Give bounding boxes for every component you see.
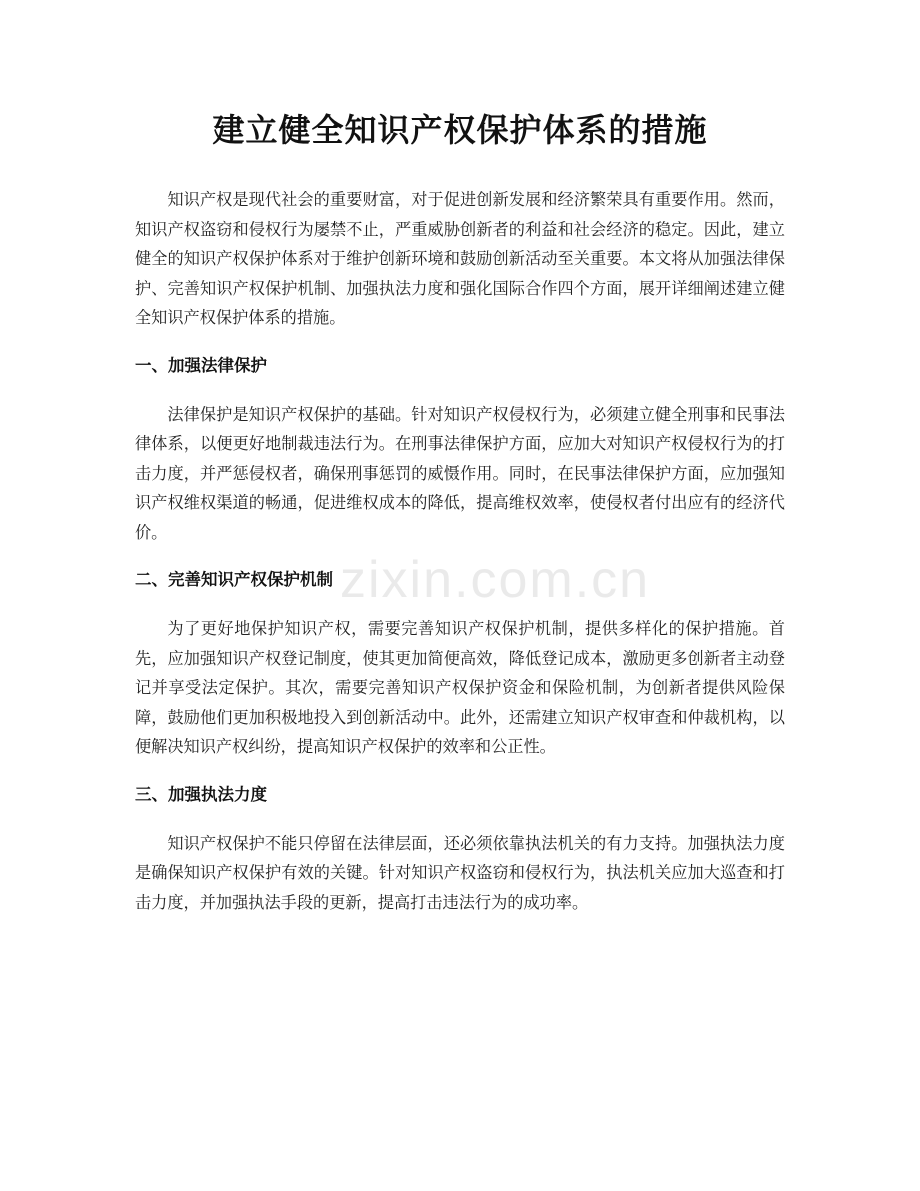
section-paragraph: 法律保护是知识产权保护的基础。针对知识产权侵权行为，必须建立健全刑事和民事法律体系，以便更好地制裁违法行为。在刑事法律保护方面，应加大对知识产权侵权行为的打击力度，并严惩侵权者，确保刑事惩罚的威慑作用。同时，在民事法律保护方面，应加强知识产权维权渠道的畅通，促进维权成本的降低，提高维权效率，使侵权者付出应有的经济代价。: [135, 404, 785, 542]
watermark: zixin.com.cn: [340, 551, 651, 609]
section-heading: 二、完善知识产权保护机制: [135, 570, 333, 589]
intro-paragraph: 知识产权是现代社会的重要财富，对于促进创新发展和经济繁荣具有重要作用。然而，知识产权盗窃和侵权行为屡禁不止，严重威胁创新者的利益和社会经济的稳定。因此，建立健全的知识产权保护体系对于维护创新环境和鼓励创新活动至关重要。本文将从加强法律保护、完善知识产权保护机制、加强执法力度和强化国际合作四个方面，展开详细阐述建立健全知识产权保护体系的措施。: [135, 190, 785, 327]
section-legal-protection: [135, 351, 785, 548]
section-paragraph: 为了更好地保护知识产权，需要完善知识产权保护机制，提供多样化的保护措施。首先，应加强知识产权登记制度，使其更加简便高效，降低登记成本，激励更多创新者主动登记并享受法定保护。其次，需要完善知识产权保护资金和保险机制，为创新者提供风险保障，鼓励他们更加积极地投入到创新活动中。此外，还需建立知识产权审查和仲裁机构，以便解决知识产权纠纷，提高知识产权保护的效率和公正性。: [135, 619, 785, 756]
section-heading: 一、加强法律保护: [135, 355, 267, 375]
section-heading: 三、加强执法力度: [135, 784, 267, 804]
section-enforcement: [135, 780, 785, 918]
page-title: 建立健全知识产权保护体系的措施: [212, 111, 708, 149]
section-paragraph: 知识产权保护不能只停留在法律层面，还必须依靠执法机关的有力支持。加强执法力度是确保知识产权保护有效的关键。针对知识产权盗窃和侵权行为，执法机关应加大巡查和打击力度，并加强执法手段的更新，提高打击违法行为的成功率。: [135, 833, 785, 912]
